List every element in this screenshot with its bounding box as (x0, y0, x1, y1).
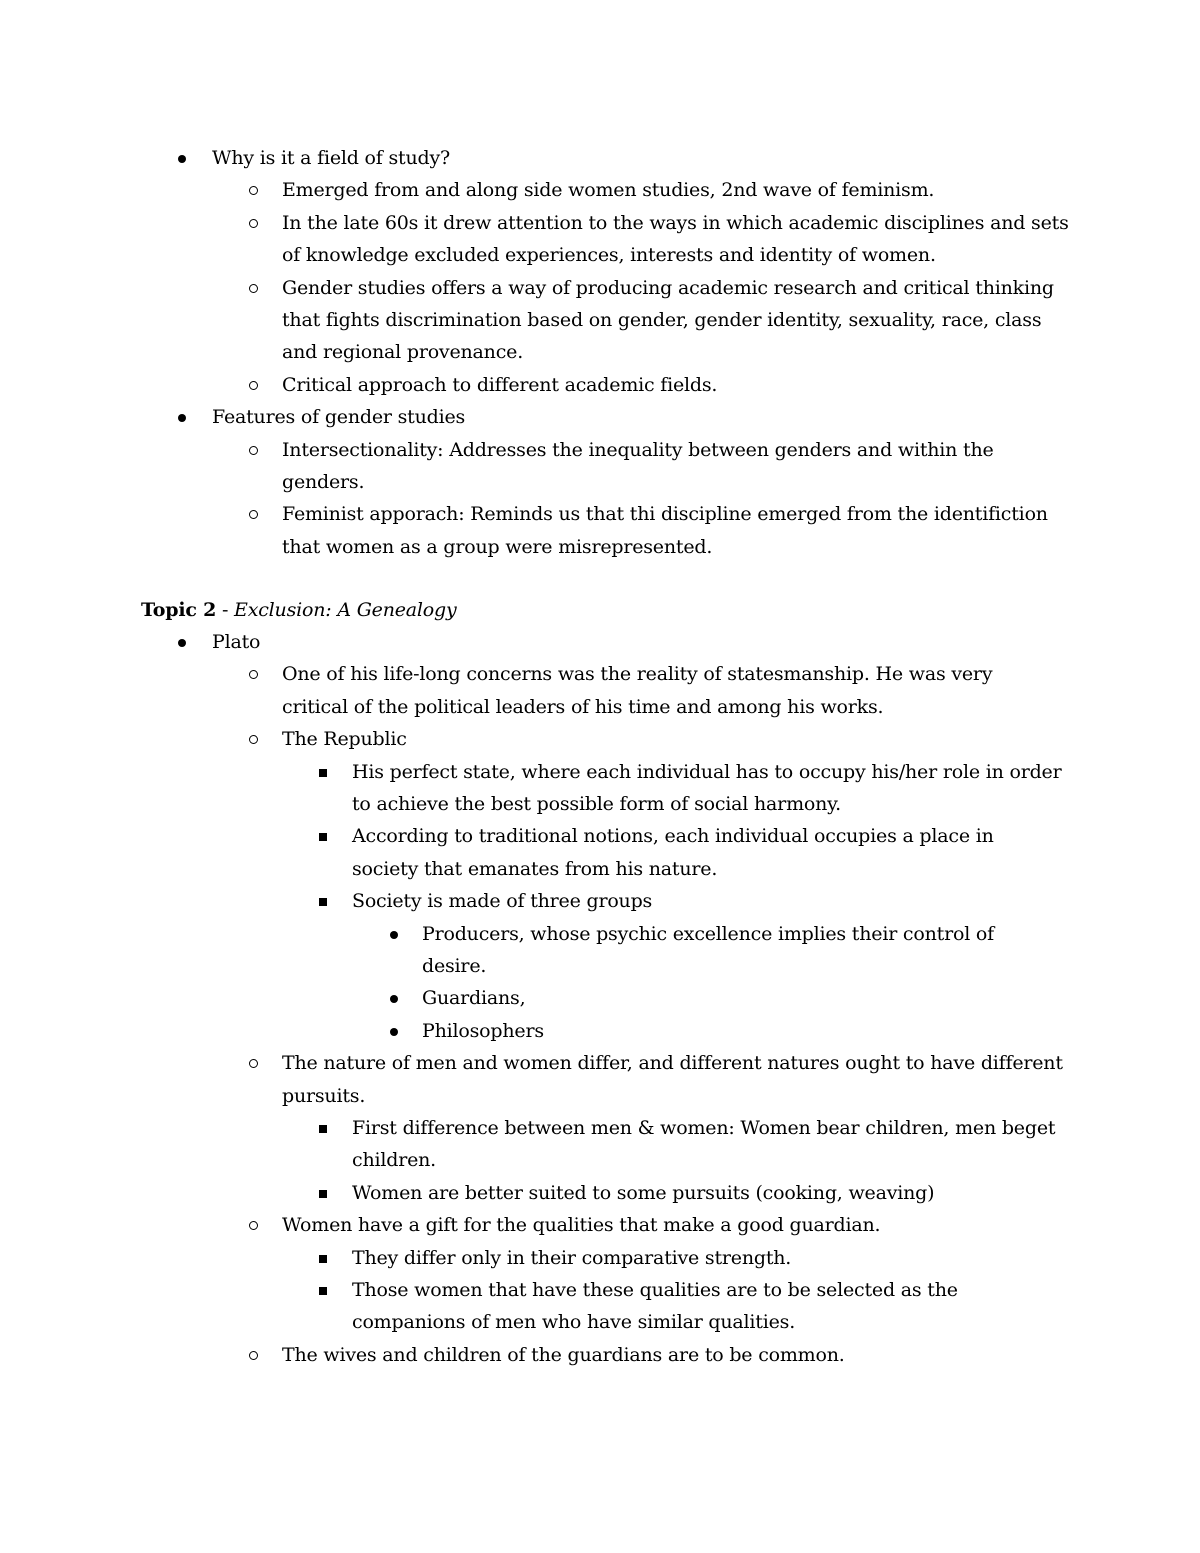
list-item-line: Feminist apporach: Reminds us that thi discipline emerged from the identifiction (282, 503, 1048, 525)
topic-heading (141, 594, 457, 626)
list-item-line: that women as a group were misrepresented. (282, 536, 713, 558)
list-item-line: The wives and children of the guardians are to be common. (282, 1344, 845, 1366)
list-item-line: His perfect state, where each individual has to occupy his/her role in order (352, 761, 1062, 783)
topic-label: Topic 2 (141, 599, 217, 621)
list-item-line: Philosophers (422, 1020, 544, 1042)
topic-separator: - (216, 599, 235, 621)
list-item-line: One of his life-long concerns was the reality of statesmanship. He was very (282, 663, 993, 685)
list-item-line: of knowledge excluded experiences, interests and identity of women. (282, 244, 936, 266)
list-item-line: pursuits. (282, 1085, 366, 1107)
list-item-line: Producers, whose psychic excellence implies their control of (422, 923, 994, 945)
list-item-line: The nature of men and women differ, and different natures ought to have different (282, 1052, 1063, 1074)
list-item-line: Why is it a field of study? (212, 147, 450, 169)
list-item-line: companions of men who have similar qualities. (352, 1311, 796, 1333)
list-item-line: and regional provenance. (282, 341, 524, 363)
list-item-line: to achieve the best possible form of social harmony. (352, 793, 842, 815)
list-item-line: Critical approach to different academic fields. (282, 374, 718, 396)
list-item-line: desire. (422, 955, 487, 977)
list-item-line: Features of gender studies (212, 406, 466, 428)
list-item-line: In the late 60s it drew attention to the ways in which academic disciplines and sets (282, 212, 1069, 234)
list-item-line: that fights discrimination based on gender, gender identity, sexuality, race, class (282, 309, 1042, 331)
list-item-line: Guardians, (422, 987, 526, 1009)
list-item-line: society that emanates from his nature. (352, 858, 718, 880)
list-item-line: First difference between men & women: Women bear children, men beget (352, 1117, 1056, 1139)
topic-title: Exclusion: A Genealogy (234, 599, 457, 621)
list-item-line: They differ only in their comparative strength. (352, 1247, 792, 1269)
list-item-line: Women are better suited to some pursuits (cooking, weaving) (352, 1182, 935, 1204)
list-item-line: Society is made of three groups (352, 890, 653, 912)
list-item-line: Those women that have these qualities are to be selected as the (352, 1279, 958, 1301)
list-item-line: Intersectionality: Addresses the inequality between genders and within the (282, 439, 994, 461)
list-item-line: genders. (282, 471, 365, 493)
list-item-line: Gender studies offers a way of producing academic research and critical thinking (282, 277, 1054, 299)
list-item-line: Women have a gift for the qualities that make a good guardian. (282, 1214, 881, 1236)
list-item-line: According to traditional notions, each individual occupies a place in (352, 825, 994, 847)
list-item-line: Plato (212, 631, 261, 653)
list-item-line: The Republic (282, 728, 407, 750)
list-item-line: Emerged from and along side women studies, 2nd wave of feminism. (282, 179, 935, 201)
list-item-line: children. (352, 1149, 436, 1171)
list-item-line: critical of the political leaders of his time and among his works. (282, 696, 884, 718)
